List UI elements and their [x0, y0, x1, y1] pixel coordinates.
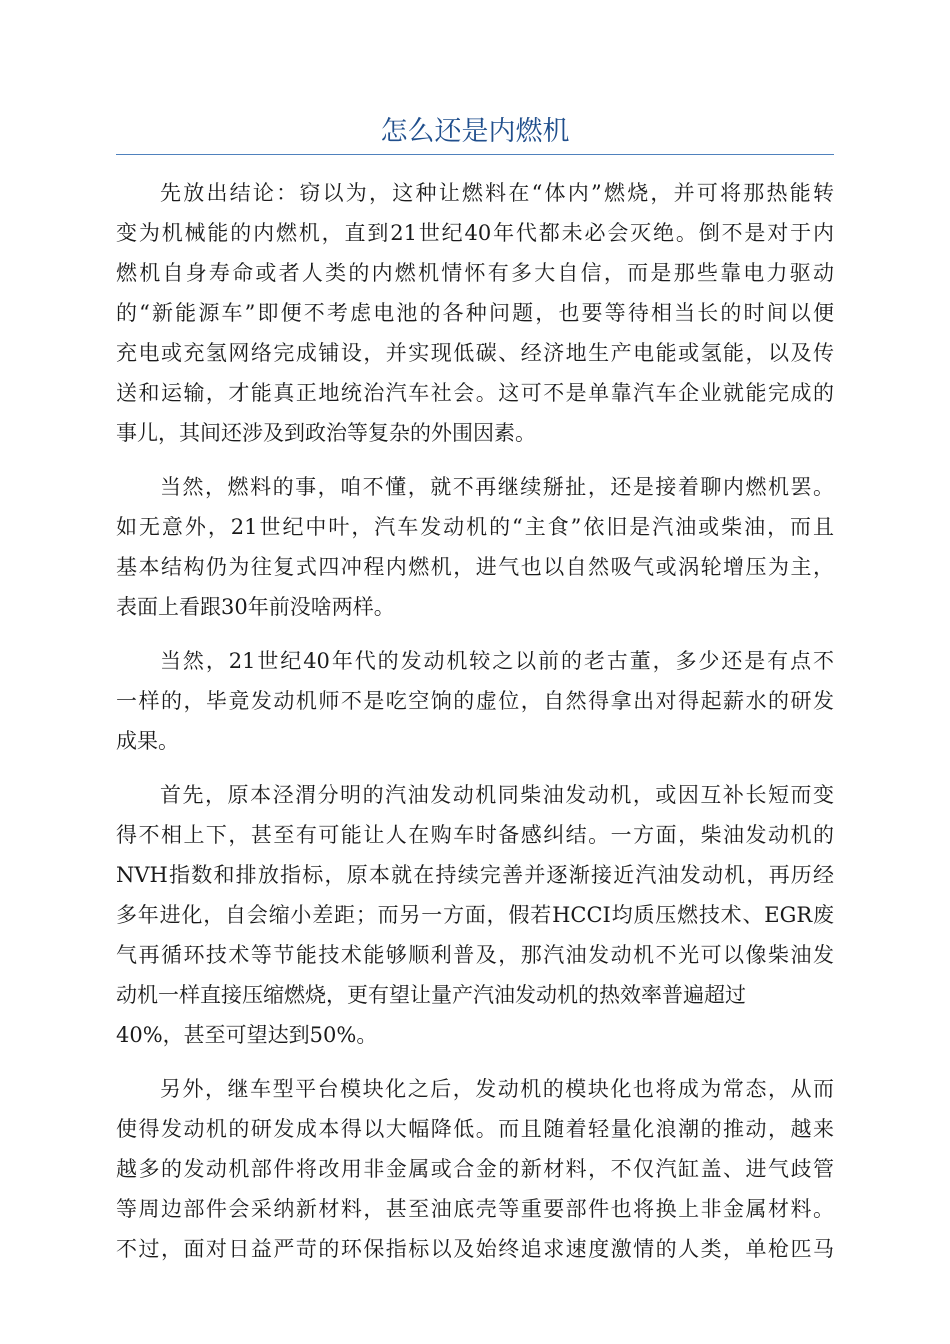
paragraph-1 [116, 173, 834, 453]
paragraph-line: 得不相上下，甚至有可能让人在购车时备感纠结。一方面，柴油发动机的 [116, 823, 834, 847]
paragraph-line: 的“新能源车”即便不考虑电池的各种问题，也要等待相当长的时间以便 [116, 301, 834, 325]
paragraph-line: 多年进化，自会缩小差距；而另一方面，假若HCCI均质压燃技术、EGR废 [116, 903, 834, 927]
document-body [116, 173, 834, 1283]
paragraph-line: 当然，21世纪40年代的发动机较之以前的老古董，多少还是有点不 [160, 649, 834, 673]
paragraph-line: 燃机自身寿命或者人类的内燃机情怀有多大自信，而是那些靠电力驱动 [116, 261, 834, 285]
paragraph-line: 另外，继车型平台模块化之后，发动机的模块化也将成为常态，从而 [160, 1077, 834, 1101]
paragraph-line: 基本结构仍为往复式四冲程内燃机，进气也以自然吸气或涡轮增压为主， [116, 555, 834, 579]
title-underline [116, 154, 834, 155]
paragraph-3 [116, 641, 834, 761]
paragraph-2 [116, 467, 834, 627]
paragraph-line: 充电或充氢网络完成铺设，并实现低碳、经济地生产电能或氢能，以及传 [116, 341, 834, 365]
paragraph-line: 越多的发动机部件将改用非金属或合金的新材料，不仅汽缸盖、进气歧管 [116, 1157, 834, 1181]
paragraph-line: 40%，甚至可望达到50%。 [116, 1023, 378, 1047]
paragraph-line: 气再循环技术等节能技术能够顺利普及，那汽油发动机不光可以像柴油发 [116, 943, 834, 967]
document-title: 怎么还是内燃机 [380, 116, 570, 147]
paragraph-line: 事儿，其间还涉及到政治等复杂的外围因素。 [116, 421, 536, 445]
paragraph-line: 成果。 [116, 729, 179, 753]
paragraph-line: 首先，原本泾渭分明的汽油发动机同柴油发动机，或因互补长短而变 [160, 783, 834, 807]
paragraph-4 [116, 775, 834, 1055]
paragraph-line: 当然，燃料的事，咱不懂，就不再继续掰扯，还是接着聊内燃机罢。 [160, 475, 834, 499]
paragraph-line: 变为机械能的内燃机，直到21世纪40年代都未必会灭绝。倒不是对于内 [116, 221, 834, 245]
paragraph-line: 如无意外，21世纪中叶，汽车发动机的“主食”依旧是汽油或柴油，而且 [116, 515, 834, 539]
paragraph-line: 动机一样直接压缩燃烧，更有望让量产汽油发动机的热效率普遍超过 [116, 983, 746, 1007]
paragraph-line: 先放出结论：窃以为，这种让燃料在“体内”燃烧，并可将那热能转 [160, 181, 834, 205]
paragraph-line: 等周边部件会采纳新材料，甚至油底壳等重要部件也将换上非金属材料。 [116, 1197, 834, 1221]
paragraph-line: 使得发动机的研发成本得以大幅降低。而且随着轻量化浪潮的推动，越来 [116, 1117, 834, 1141]
paragraph-5 [116, 1069, 834, 1269]
paragraph-line: 不过，面对日益严苛的环保指标以及始终追求速度激情的人类，单枪匹马 [116, 1237, 834, 1261]
paragraph-line: 表面上看跟30年前没啥两样。 [116, 595, 395, 619]
paragraph-line: 一样的，毕竟发动机师不是吃空饷的虚位，自然得拿出对得起薪水的研发 [116, 689, 834, 713]
paragraph-line: 送和运输，才能真正地统治汽车社会。这可不是单靠汽车企业就能完成的 [116, 381, 834, 405]
paragraph-line: NVH指数和排放指标，原本就在持续完善并逐渐接近汽油发动机，再历经 [116, 863, 834, 887]
